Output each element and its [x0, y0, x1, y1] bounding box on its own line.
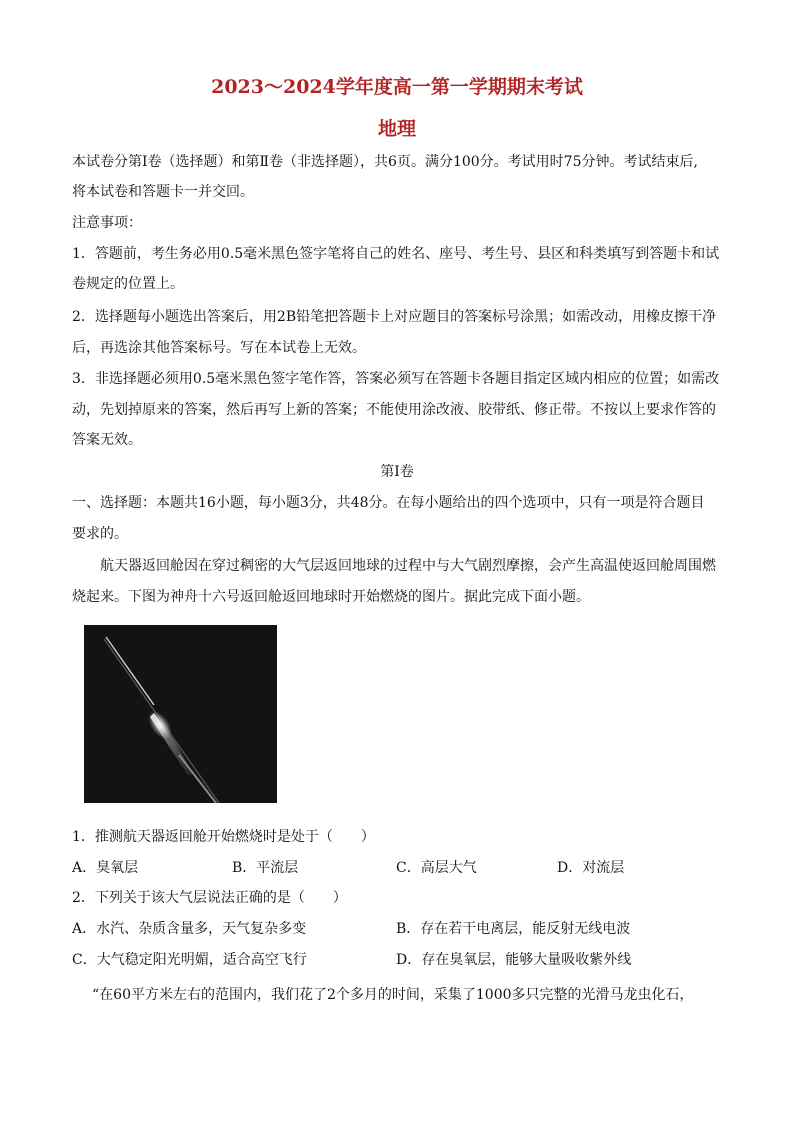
note-line: 3．非选择题必须用0.5毫米黑色签字笔作答，答案必须写在答题卡各题目指定区域内相应的位置；如需改 [72, 371, 720, 387]
q2-option-a[interactable]: A．水汽、杂质含量多，天气复杂多变 [72, 921, 307, 937]
q1-option-c[interactable]: C．高层大气 [396, 860, 477, 876]
note-line: 答案无效。 [72, 432, 142, 448]
question-1-stem: 1．推测航天器返回舱开始燃烧时是处于（ ） [72, 829, 375, 845]
question-2-stem: 2．下列关于该大气层说法正确的是（ ） [72, 890, 347, 906]
q1-option-a[interactable]: A．臭氧层 [72, 860, 139, 876]
notes-heading: 注意事项： [72, 215, 142, 231]
q2-option-d[interactable]: D．存在臭氧层，能够大量吸收紫外线 [396, 952, 632, 968]
note-line: 1．答题前，考生务必用0.5毫米黑色签字笔将自己的姓名、座号、考生号、县区和科类填写到答题卡和试 [72, 246, 720, 262]
note-line: 动，先划掉原来的答案，然后再写上新的答案；不能使用涂改液、胶带纸、修正带。不按以上要求作答的 [72, 402, 716, 418]
passage-line: 烧起来。下图为神舟十六号返回舱返回地球时开始燃烧的图片。据此完成下面小题。 [72, 589, 590, 605]
exam-title: 2023～2024学年度高一第一学期期末考试 [211, 76, 583, 98]
q1-option-b[interactable]: B．平流层 [232, 860, 299, 876]
q2-option-c[interactable]: C．大气稳定阳光明媚，适合高空飞行 [72, 952, 307, 968]
q1-option-d[interactable]: D．对流层 [557, 860, 625, 876]
subject-title: 地理 [377, 118, 416, 140]
passage-line: 航天器返回舱因在穿过稠密的大气层返回地球的过程中与大气剧烈摩擦，会产生高温使返回舱周围燃 [100, 558, 716, 574]
reentry-capsule-photo [84, 625, 277, 803]
part-title: 第Ⅰ卷 [380, 464, 414, 480]
intro-line: 本试卷分第Ⅰ卷（选择题）和第Ⅱ卷（非选择题），共6页。满分100分。考试用时75分钟。考试结束后, [72, 154, 698, 170]
capsule-burn-streak-image [84, 625, 277, 803]
section-intro-line: 一、选择题：本题共16小题，每小题3分，共48分。在每小题给出的四个选项中，只有一项是符合题目 [72, 495, 705, 511]
passage-2-line: “在60平方米左右的范围内，我们花了2个多月的时间，采集了1000多只完整的光滑马龙虫化石， [92, 987, 694, 1003]
intro-line: 将本试卷和答题卡一并交回。 [72, 184, 254, 200]
note-line: 后，再选涂其他答案标号。写在本试卷上无效。 [72, 340, 366, 356]
section-intro-line: 要求的。 [72, 526, 128, 542]
note-line: 卷规定的位置上。 [72, 276, 184, 292]
note-line: 2．选择题每小题选出答案后，用2B铅笔把答题卡上对应题目的答案标号涂黑；如需改动，用橡皮擦干净 [72, 309, 717, 325]
q2-option-b[interactable]: B．存在若干电离层，能反射无线电波 [396, 921, 631, 937]
